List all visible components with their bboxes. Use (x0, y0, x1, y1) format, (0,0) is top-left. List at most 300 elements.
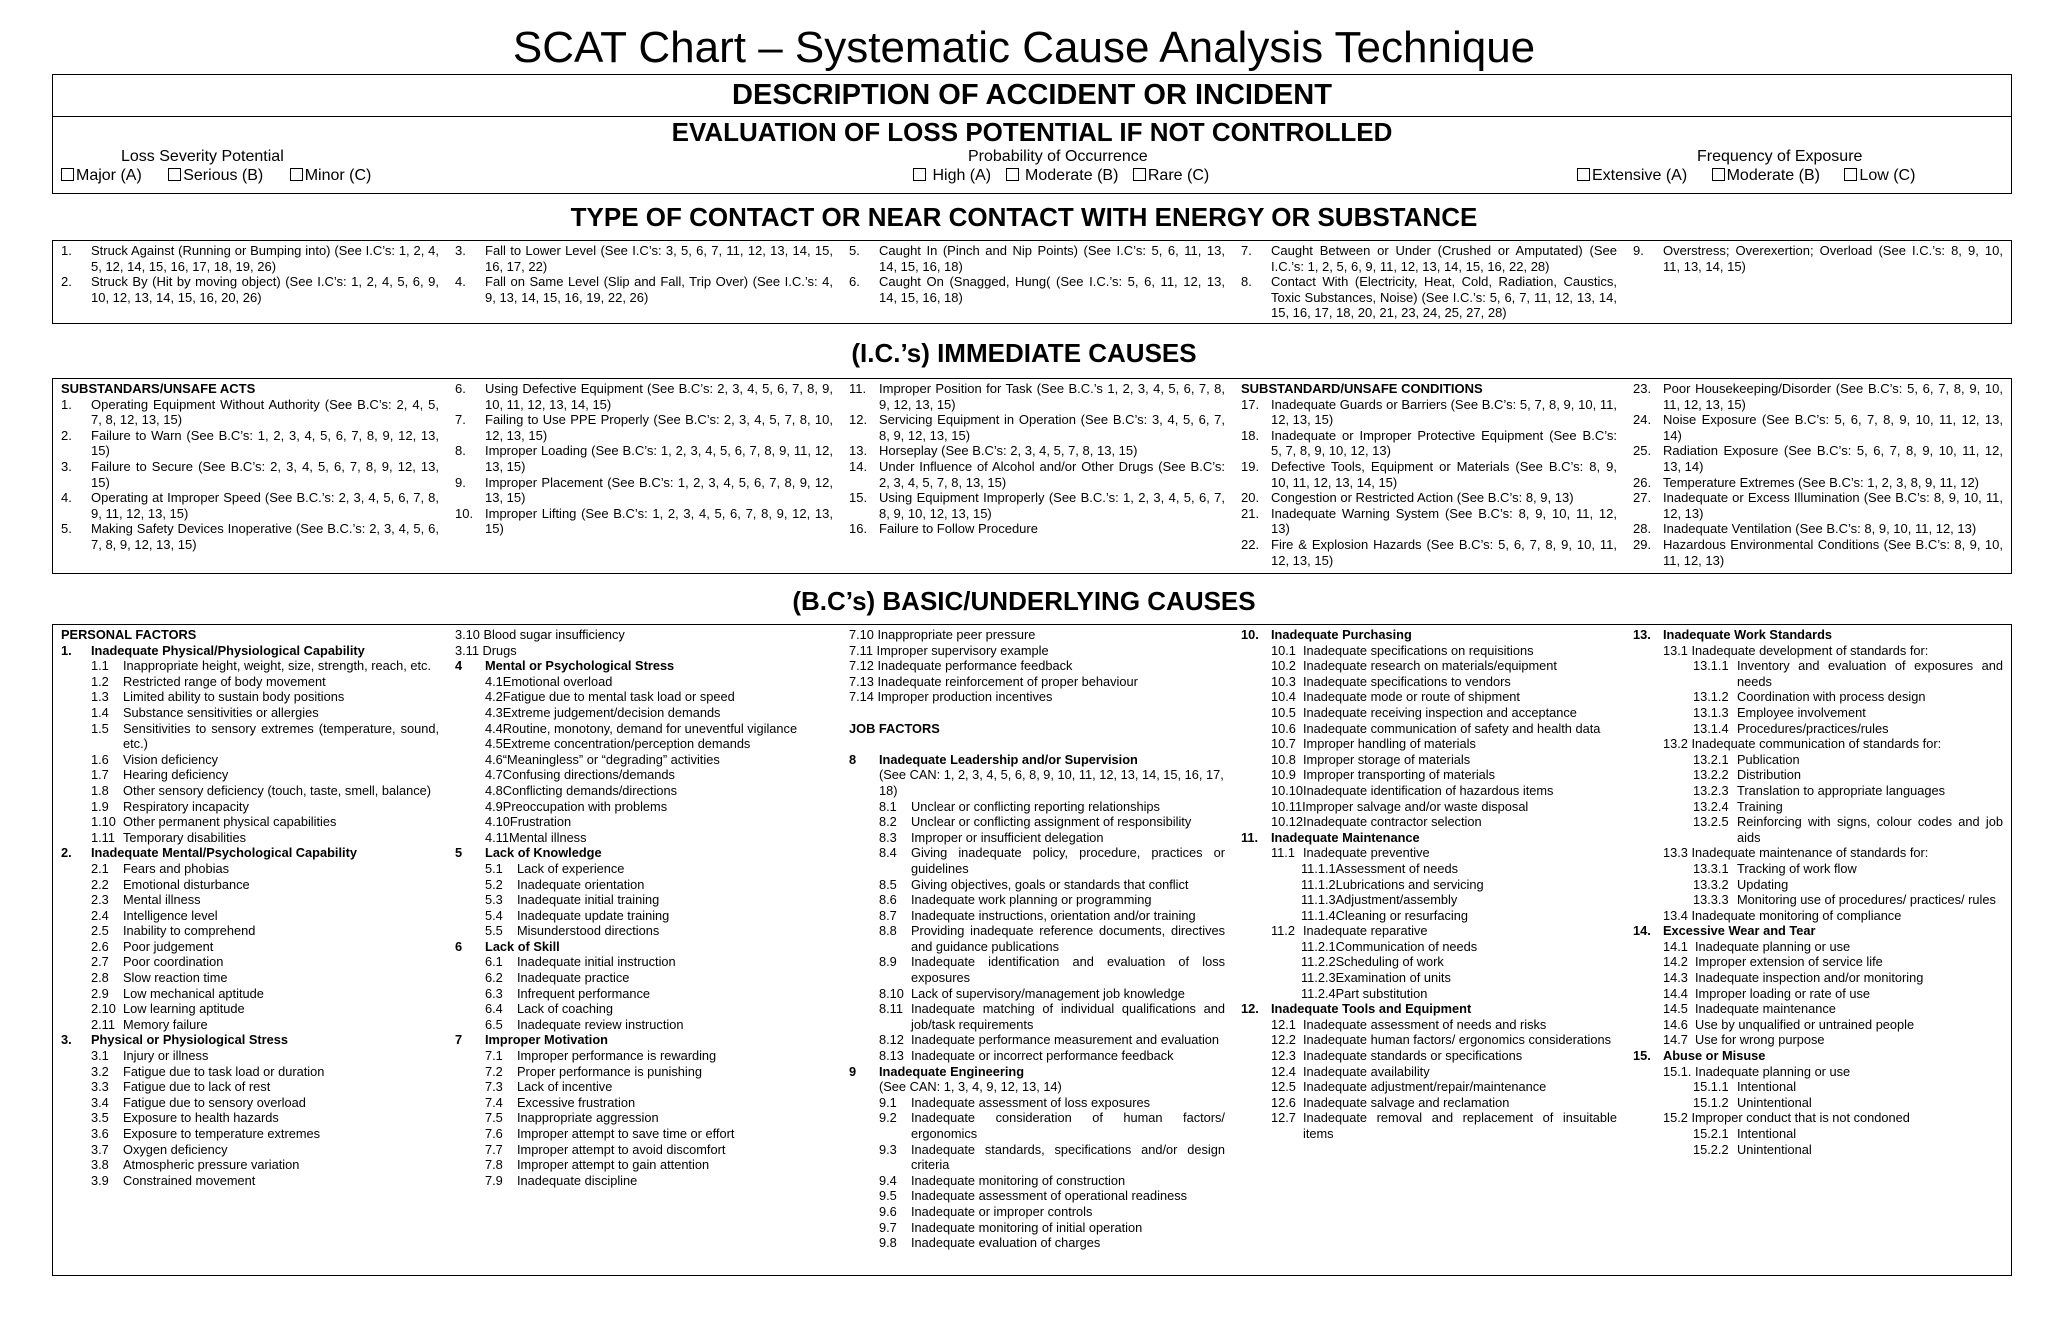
item-text: Inadequate research on materials/equipment (1303, 658, 1557, 674)
item-number: 8.2 (879, 814, 897, 830)
list-item (61, 814, 439, 830)
list-item (1633, 970, 2003, 986)
list-item (1633, 243, 2003, 274)
list-item: 4.3Extreme judgement/decision demands (485, 704, 721, 720)
list-item: 4.1Emotional overload (485, 673, 613, 689)
basic-box (52, 624, 2012, 1276)
list-item: 11.1.4Cleaning or resurfacing (1301, 907, 1468, 923)
item-text: Lack of Knowledge (485, 845, 602, 861)
item-text: Low learning aptitude (123, 1001, 245, 1017)
item-number: 8.11 (879, 1001, 903, 1017)
list-item: 11.2.4Part substitution (1301, 985, 1428, 1001)
item-number: 7.2 (485, 1063, 503, 1079)
list-item (455, 986, 833, 1002)
item-number: 1.5 (91, 720, 109, 736)
item-text: Inadequate assessment of needs and risks (1303, 1016, 1547, 1032)
item-text: Inadequate assessment of loss exposures (911, 1094, 1151, 1110)
category-heading (61, 1032, 439, 1048)
list-item (1241, 689, 1617, 705)
list-item (849, 1220, 1225, 1236)
item-text: Unintentional (1737, 1141, 1812, 1157)
item-text: Coordination with process design (1737, 689, 1926, 705)
unsafe-acts-title: SUBSTANDARS/UNSAFE ACTS (61, 381, 256, 396)
probability-option-high[interactable]: High (A) (913, 166, 991, 185)
list-item (849, 923, 1225, 954)
item-text: Inadequate salvage and reclamation (1303, 1094, 1510, 1110)
item-number: 10.4 (1271, 689, 1296, 705)
item-text: Vision deficiency (123, 751, 219, 767)
item-text: Inadequate assessment of operational readiness (911, 1188, 1188, 1204)
item-text: Translation to appropriate languages (1737, 782, 1945, 798)
item-text: Struck Against (Running or Bumping into) (See I.C’s: 1, 2, 4, 5, 12, 14, 15, 16, 17, 18, 19, 26) (91, 243, 439, 274)
item-text: Temperature Extremes (See B.C’s: 1, 2, 3, 8, 9, 11, 12) (1663, 474, 1979, 490)
item-number: 2.2 (91, 876, 109, 892)
basic-header: (B.C’s) BASIC/UNDERLYING CAUSES (792, 586, 1256, 616)
item-number: 2. (61, 427, 72, 443)
item-number: 10.6 (1271, 720, 1296, 736)
item-number: 9.7 (879, 1219, 897, 1235)
category-heading (455, 845, 833, 861)
item-text: Inadequate maintenance (1695, 1001, 1836, 1017)
list-item (455, 506, 833, 537)
item-number: 4 (455, 658, 463, 674)
item-text: Intentional (1737, 1126, 1797, 1141)
list-item (61, 674, 439, 690)
list-item (1633, 521, 2003, 537)
item-text: Oxygen deficiency (123, 1141, 228, 1157)
list-item (1633, 986, 2003, 1002)
list-item (1633, 1142, 2003, 1158)
item-number: 2.4 (91, 907, 109, 923)
list-item (1241, 1110, 1617, 1141)
item-text: Inadequate reparative (1303, 923, 1428, 939)
probability-label: Probability of Occurrence (968, 148, 1148, 165)
immediate-box (52, 378, 2012, 574)
severity-option-serious[interactable]: Serious (B) (168, 166, 263, 185)
list-item (1241, 1017, 1617, 1033)
list-item: 15.2 Improper conduct that is not condoned (1663, 1110, 1910, 1126)
item-number: 3.6 (91, 1126, 109, 1141)
item-text: Respiratory incapacity (123, 798, 249, 814)
item-number: 13.1.3 (1693, 704, 1729, 720)
item-number: 24. (1633, 412, 1652, 428)
item-number: 7.3 (485, 1079, 503, 1095)
list-item (61, 752, 439, 768)
item-text: Lack of experience (517, 860, 625, 876)
item-number: 7. (1241, 243, 1252, 258)
item-number: 1.11 (91, 829, 115, 845)
item-text: Horseplay (See B.C’s: 2, 3, 4, 5, 7, 8, 13, 15) (879, 443, 1138, 459)
item-text: Failure to Secure (See B.C’s: 2, 3, 4, 5, 6, 7, 8, 9, 12, 13, 15) (91, 458, 439, 490)
item-text: Improper attempt to save time or effort (517, 1126, 735, 1141)
severity-option-major[interactable]: Major (A) (61, 166, 142, 185)
item-text: Inadequate adjustment/repair/maintenance (1303, 1079, 1547, 1095)
item-number: 22. (1241, 536, 1260, 552)
item-text: Inadequate standards, specifications and/or design criteria (911, 1141, 1225, 1173)
list-item (1633, 658, 2003, 689)
list-item (849, 845, 1225, 876)
item-number: 5. (61, 521, 72, 537)
item-number: 10.5 (1271, 704, 1296, 720)
item-number: 14.1 (1663, 938, 1688, 954)
list-item (61, 892, 439, 908)
item-number: 23. (1633, 381, 1652, 396)
item-text: Inadequate or incorrect performance feedback (911, 1048, 1174, 1064)
list-item: 10.11Improper salvage and/or waste disposal (1271, 798, 1529, 814)
item-number: 12.6 (1271, 1094, 1296, 1110)
item-text: Improper Placement (See B.C’s: 1, 2, 3, 4, 5, 6, 7, 8, 9, 12, 13, 15) (485, 474, 833, 506)
item-number: 3.1 (91, 1048, 109, 1064)
list-item (61, 490, 439, 521)
item-number: 15.2.1 (1693, 1126, 1729, 1141)
severity-group (61, 147, 393, 185)
item-number: 8.8 (879, 923, 897, 939)
list-item (455, 475, 833, 506)
list-item (61, 861, 439, 877)
item-text: Employee involvement (1737, 704, 1866, 720)
item-number: 15. (1633, 1048, 1651, 1064)
list-item (1633, 490, 2003, 521)
item-text: Inadequate initial training (517, 892, 660, 908)
list-item (61, 658, 439, 674)
item-text: Inadequate removal and replacement of insuitable items (1303, 1110, 1617, 1141)
unsafe-conditions-title: SUBSTANDARD/UNSAFE CONDITIONS (1241, 381, 1483, 396)
item-number: 11.2 (1271, 923, 1295, 939)
item-number: 14. (849, 458, 868, 474)
item-number: 10.2 (1271, 658, 1296, 674)
category-heading (849, 1064, 1225, 1080)
item-number: 9.4 (879, 1172, 897, 1188)
item-number: 29. (1633, 536, 1652, 552)
contact-col (447, 241, 841, 323)
list-item (1633, 412, 2003, 443)
item-text: Failing to Use PPE Properly (See B.C’s: 2, 3, 4, 5, 7, 8, 10, 12, 13, 15) (485, 412, 833, 443)
item-text: Reinforcing with signs, colour codes and job aids (1737, 814, 2003, 845)
item-text: Inadequate specifications to vendors (1303, 673, 1511, 689)
list-item: 11.2.1Communication of needs (1301, 938, 1478, 954)
item-text: Tracking of work flow (1737, 860, 1857, 876)
item-text: Improper transporting of materials (1303, 767, 1496, 783)
item-number: 10.8 (1271, 751, 1296, 767)
item-number: 2.5 (91, 923, 109, 939)
list-item (455, 1095, 833, 1111)
item-text: Improper Loading (See B.C’s: 1, 2, 3, 4, 5, 6, 7, 8, 9, 11, 12, 13, 15) (485, 443, 833, 474)
item-number: 1.1 (91, 658, 109, 674)
item-number: 14. (1633, 923, 1651, 939)
item-number: 8.7 (879, 907, 897, 923)
item-text: Physical or Physiological Stress (91, 1032, 289, 1048)
item-text: Other permanent physical capabilities (123, 814, 337, 830)
item-text: Substance sensitivities or allergies (123, 704, 319, 720)
immediate-col-2 (447, 379, 841, 570)
category-heading (1241, 1001, 1617, 1017)
list-item (849, 799, 1225, 815)
list-item (455, 243, 833, 274)
list-item (849, 243, 1225, 274)
item-number: 2.7 (91, 954, 109, 970)
item-text: Poor Housekeeping/Disorder (See B.C’s: 5, 6, 7, 8, 9, 10, 11, 12, 13, 15) (1663, 381, 2003, 412)
item-text: Exposure to health hazards (123, 1110, 279, 1126)
item-number: 21. (1241, 505, 1260, 521)
list-item (1241, 674, 1617, 690)
item-text: Unclear or conflicting assignment of responsibility (911, 814, 1192, 830)
item-number: 8.1 (879, 798, 897, 814)
list-item (455, 877, 833, 893)
item-number: 1.8 (91, 782, 109, 798)
item-number: 5.3 (485, 892, 503, 908)
item-text: Excessive Wear and Tear (1663, 923, 1816, 939)
category-heading (1633, 923, 2003, 939)
item-text: Sensitivities to sensory extremes (temperature, sound, etc.) (123, 720, 439, 752)
list-item (1241, 1048, 1617, 1064)
item-number: 20. (1241, 490, 1260, 506)
item-number: 3. (61, 1032, 72, 1048)
checkbox[interactable] (1577, 168, 1590, 181)
list-item: 13.4 Inadequate monitoring of compliance (1663, 907, 1902, 923)
item-number: 7 (455, 1032, 463, 1048)
item-number: 13.2.1 (1693, 751, 1729, 767)
list-item (849, 1048, 1225, 1064)
frequency-group (1577, 147, 1937, 185)
list-item (61, 783, 439, 799)
list-item (849, 1235, 1225, 1251)
list-item (61, 1157, 439, 1173)
list-item (455, 923, 833, 939)
item-text: Inappropriate aggression (517, 1110, 659, 1126)
item-text: Inadequate mode or route of shipment (1303, 689, 1520, 705)
item-text: Emotional disturbance (123, 876, 250, 892)
list-item (1241, 767, 1617, 783)
list-item (849, 1204, 1225, 1220)
list-item (1241, 721, 1617, 737)
checkbox[interactable] (1712, 168, 1725, 181)
list-item: 13.2 Inadequate communication of standards for: (1663, 736, 1942, 752)
item-text: Slow reaction time (123, 970, 228, 986)
item-number: 13.2.2 (1693, 767, 1729, 783)
item-number: 8.10 (879, 985, 904, 1001)
list-item: 11.2.2Scheduling of work (1301, 954, 1444, 970)
item-text: Inability to comprehend (123, 923, 256, 939)
list-item (455, 381, 833, 412)
item-text: Inadequate specifications on requisitions (1303, 642, 1534, 658)
item-text: Inadequate performance measurement and evaluation (911, 1032, 1220, 1048)
item-text: Training (1737, 798, 1783, 814)
list-item (1633, 705, 2003, 721)
list-item (1241, 705, 1617, 721)
list-item (849, 877, 1225, 893)
list-item: 4.9Preoccupation with problems (485, 798, 668, 814)
checkbox[interactable] (913, 168, 926, 181)
item-text: Injury or illness (123, 1048, 209, 1064)
item-text: Inadequate Ventilation (See B.C’s: 8, 9, 10, 11, 12, 13) (1663, 521, 1977, 537)
item-number: 8.12 (879, 1032, 904, 1048)
list-item (61, 954, 439, 970)
basic-col-5 (1625, 625, 2011, 1253)
item-text: Giving objectives, goals or standards that conflict (911, 876, 1189, 892)
item-number: 1.9 (91, 798, 109, 814)
list-item (61, 1048, 439, 1064)
severity-label: Loss Severity Potential (121, 148, 284, 165)
item-text: Inadequate Engineering (879, 1063, 1025, 1079)
item-text: Fall to Lower Level (See I.C’s: 3, 5, 6, 7, 11, 12, 13, 14, 15, 16, 17, 22) (485, 243, 833, 274)
list-item (1241, 274, 1617, 321)
item-number: 8.9 (879, 954, 897, 970)
category-heading (1633, 627, 2003, 643)
category-heading (455, 658, 833, 674)
page-title: SCAT Chart – Systematic Cause Analysis Technique (512, 23, 1536, 72)
item-text: Mental or Psychological Stress (485, 658, 675, 674)
item-text: Limited ability to sustain body positions (123, 689, 345, 705)
item-number: 8.4 (879, 845, 897, 861)
list-item (61, 1142, 439, 1158)
list-item (1633, 721, 2003, 737)
list-item (61, 799, 439, 815)
probability-option-rare[interactable]: Rare (C) (1133, 166, 1209, 185)
item-text: Abuse or Misuse (1663, 1048, 1766, 1064)
item-text: Failure to Follow Procedure (879, 521, 1038, 537)
list-item (61, 986, 439, 1002)
frequency-option-extensive[interactable]: Extensive (A) (1577, 166, 1687, 185)
evaluation-header: EVALUATION OF LOSS POTENTIAL IF NOT CONTROLLED (671, 117, 1393, 147)
item-text: Making Safety Devices Inoperative (See B.C.’s: 2, 3, 4, 5, 6, 7, 8, 9, 12, 13, 15) (91, 521, 439, 552)
item-text: Inventory and evaluation of exposures and needs (1737, 658, 2003, 689)
list-item: 4.8Conflicting demands/directions (485, 782, 678, 798)
list-item: 4.11Mental illness (485, 829, 587, 845)
list-item (61, 1173, 439, 1189)
item-number: 12. (849, 412, 868, 428)
list-item (1633, 1079, 2003, 1095)
list-item (455, 1126, 833, 1142)
item-text: Poor coordination (123, 954, 224, 970)
item-text: Giving inadequate policy, procedure, practices or guidelines (911, 845, 1225, 876)
list-item (849, 459, 1225, 490)
list-item (849, 892, 1225, 908)
item-number: 2.11 (91, 1016, 115, 1032)
item-number: 1.3 (91, 689, 109, 705)
list-item (849, 274, 1225, 305)
item-text: Caught Between or Under (Crushed or Amputated) (See I.C.’s: 1, 2, 5, 6, 9, 11, 12, 13, 14, 15, 16, 22, 28) (1271, 243, 1617, 274)
item-text: Inadequate communication of safety and health data (1303, 720, 1601, 736)
item-text: Inadequate Physical/Physiological Capability (91, 642, 365, 658)
item-number: 27. (1633, 490, 1652, 506)
list-item: 13.3 Inadequate maintenance of standards for: (1663, 845, 1929, 861)
item-text: Inadequate Guards or Barriers (See B.C’s: 5, 7, 8, 9, 10, 11, 12, 13, 15) (1271, 396, 1617, 428)
checkbox[interactable] (1006, 168, 1019, 181)
item-number: 9. (455, 474, 466, 490)
contact-col (1625, 241, 2011, 323)
list-item (1241, 1064, 1617, 1080)
frequency-option-low[interactable]: Low (C) (1844, 166, 1915, 185)
item-number: 14.2 (1663, 954, 1688, 970)
item-text: Lack of incentive (517, 1079, 613, 1095)
list-item (61, 877, 439, 893)
item-text: Inadequate matching of individual qualifications and job/task requirements (911, 1001, 1225, 1032)
list-item (849, 954, 1225, 985)
list-item (1633, 799, 2003, 815)
item-text: Inadequate orientation (517, 876, 645, 892)
list-item (849, 1001, 1225, 1032)
section-heading: JOB FACTORS (849, 720, 940, 736)
checkbox[interactable] (1844, 168, 1857, 181)
item-text: Procedures/practices/rules (1737, 720, 1889, 736)
immediate-header: (I.C.’s) IMMEDIATE CAUSES (851, 338, 1197, 368)
list-item (455, 1048, 833, 1064)
list-item (1241, 1032, 1617, 1048)
list-item (455, 1064, 833, 1080)
list-item (61, 1095, 439, 1111)
list-item: 3.11 Drugs (455, 642, 517, 658)
list-item (61, 459, 439, 490)
list-item (61, 705, 439, 721)
item-number: 7.9 (485, 1172, 503, 1188)
item-number: 10.1 (1271, 642, 1296, 658)
list-item (61, 767, 439, 783)
checkbox[interactable] (290, 168, 303, 181)
item-text: Inadequate practice (517, 970, 630, 986)
list-item: 4.2Fatigue due to mental task load or speed (485, 689, 735, 705)
item-number: 1.10 (91, 814, 116, 830)
list-item (849, 1110, 1225, 1141)
item-text: Inappropriate height, weight, size, strength, reach, etc. (123, 658, 432, 674)
item-text: Improper attempt to avoid discomfort (517, 1141, 726, 1157)
item-number: 2. (61, 274, 72, 290)
frequency-option-moderate[interactable]: Moderate (B) (1712, 166, 1820, 185)
list-item (455, 412, 833, 443)
list-item: (See CAN: 1, 2, 3, 4, 5, 6, 8, 9, 10, 11, 12, 13, 14, 15, 16, 17, 18) (879, 767, 1224, 798)
checkbox[interactable] (1133, 168, 1146, 181)
item-number: 7.8 (485, 1157, 503, 1173)
checkbox[interactable] (168, 168, 181, 181)
item-number: 9 (849, 1063, 857, 1079)
list-item: 4.7Confusing directions/demands (485, 767, 675, 783)
item-text: Inadequate Mental/Psychological Capability (91, 845, 357, 861)
item-text: Using Defective Equipment (See B.C’s: 2, 3, 4, 5, 6, 7, 8, 9, 10, 11, 12, 13, 14, 15) (485, 381, 833, 412)
item-number: 9. (1633, 243, 1644, 258)
list-item (61, 923, 439, 939)
contact-columns (53, 241, 2011, 323)
spacer (849, 705, 1225, 721)
list-item (849, 490, 1225, 521)
item-number: 5.2 (485, 876, 503, 892)
category-heading (849, 752, 1225, 768)
item-number: 11. (849, 381, 867, 396)
list-item (455, 1110, 833, 1126)
item-text: Updating (1737, 876, 1789, 892)
checkbox[interactable] (61, 168, 74, 181)
list-item (849, 521, 1225, 537)
item-number: 12.1 (1271, 1016, 1296, 1032)
list-item (1241, 243, 1617, 274)
severity-option-minor[interactable]: Minor (C) (290, 166, 372, 185)
list-item: 11.2.3Examination of units (1301, 970, 1451, 986)
item-number: 6.1 (485, 954, 503, 970)
basic-columns (53, 625, 2011, 1253)
immediate-col-1 (53, 379, 447, 570)
item-number: 13.2.5 (1693, 814, 1729, 830)
item-number: 14.5 (1663, 1001, 1688, 1017)
list-item (455, 1157, 833, 1173)
item-number: 3.8 (91, 1157, 109, 1173)
item-number: 2.9 (91, 985, 109, 1001)
item-text: Fatigue due to lack of rest (123, 1079, 271, 1095)
list-item (455, 1001, 833, 1017)
item-text: Inadequate monitoring of initial operation (911, 1219, 1143, 1235)
item-number: 2.6 (91, 938, 109, 954)
item-text: Improper Position for Task (See B.C.’s 1, 2, 3, 4, 5, 6, 7, 8, 9, 12, 13, 15) (879, 381, 1225, 412)
probability-option-moderate[interactable]: Moderate (B) (1006, 166, 1119, 185)
list-item (61, 243, 439, 274)
item-text: Servicing Equipment in Operation (See B.C’s: 3, 4, 5, 6, 7, 8, 9, 12, 13, 15) (879, 412, 1225, 443)
